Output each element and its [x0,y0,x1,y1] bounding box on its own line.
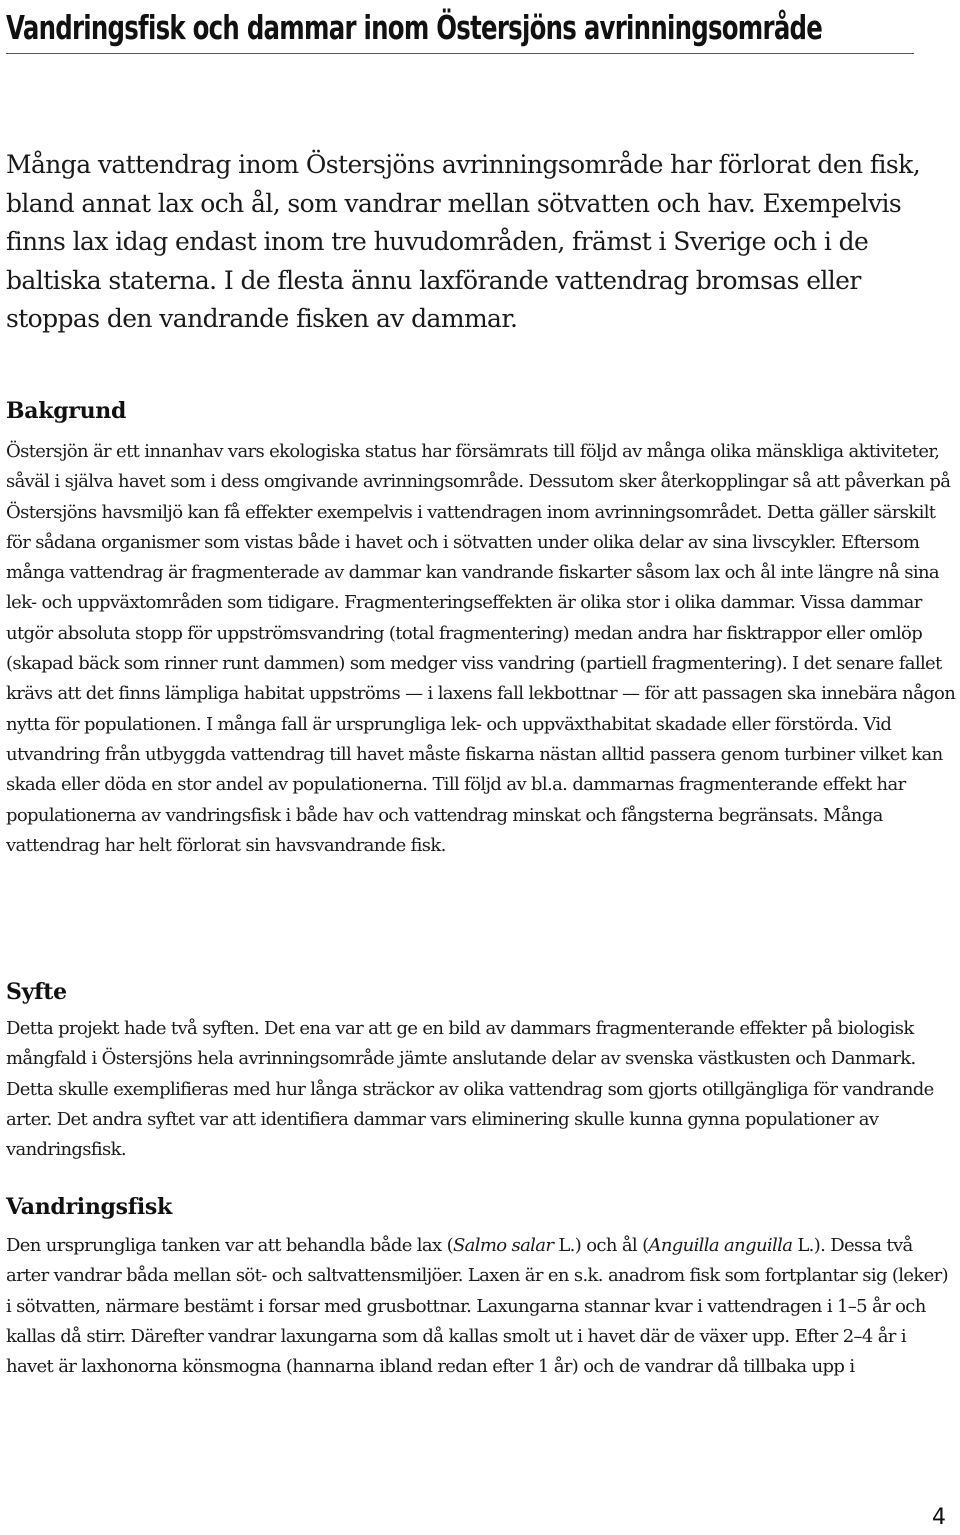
species-name-anguilla-anguilla: Anguilla anguilla [648,1235,793,1256]
section-text-vandringsfisk [6,1231,958,1382]
section-text-syfte: Detta projekt hade två syften. Det ena var att ge en bild av dammars fragmenterande effekter på biologisk mångfald i Östersjöns hela avrinningsområde jämte anslutande delar av svenska västkusten och Danmark. Detta skulle exemplifieras med hur långa sträckor av olika vattendrag som gjorts otillgängliga för vandrande arter. Det andra syftet var att identifiera dammar vars eliminering skulle kunna gynna populationer av vandringsfisk. [6,1018,934,1161]
page-number: 4 [932,1505,946,1530]
text-segment: L.) och ål ( [553,1235,649,1256]
section-text-bakgrund: Östersjön är ett innanhav vars ekologiska status har försämrats till följd av många olika mänskliga aktiviteter, såväl i själva havet som i dess omgivande avrinningsområde. Dessutom sker återkopplingar så att påverkan på Östersjöns havsmiljö kan få effekter exempelvis i vattendragen inom avrinningsområdet. Detta gäller särskilt för sådana organismer som vistas både i havet och i sötvatten under olika delar av sina livscykler. Eftersom många vattendrag är fragmenterade av dammar kan vandrande fiskarter såsom lax och ål inte längre nå sina lek- och uppväxtområden som tidigare. Fragmenteringseffekten är olika stor i olika dammar. Vissa dammar utgör absoluta stopp för uppströmsvandring (total fragmentering) medan andra har fisktrappor eller omlöp (skapad bäck som rinner runt dammen) som medger viss vandring (partiell fragmentering). I det senare fallet krävs att det finns lämpliga habitat uppströms — i laxens fall lekbottnar — för att passagen ska innebära någon nytta för populationen. I många fall är ursprungliga lek- och uppväxthabitat skadade eller förstörda. Vid utvandring från utbyggda vattendrag till havet måste fiskarna nästan alltid passera genom turbiner vilket kan skada eller döda en stor andel av populationerna. Till följd av bl.a. dammarnas fragmenterande effekt har populationerna av vandringsfisk i både hav och vattendrag minskat och fångsterna begränsats. Många vattendrag har helt förlorat sin havsvandrande fisk. [6,441,956,856]
species-name-salmo-salar: Salmo salar [452,1235,554,1256]
page-title: Vandringsfisk och dammar inom Östersjöns avrinningsområde [6,8,823,47]
text-segment: L.). Dessa två arter vandrar båda mellan söt- och saltvattensmiljöer. Laxen är en s.k. anadrom fisk som fortplantar sig (leker) i sötvatten, närmare bestämt i forsar med grusbottnar. Laxungarna stannar kvar i vattendragen i 1–5 år och kallas då stirr. Därefter vandrar laxungarna som då kallas smolt ut i havet där de växer upp. Efter 2–4 år i havet är laxhonorna könsmogna (hannarna ibland redan efter 1 år) och de vandrar då tillbaka upp i [6,1235,948,1378]
intro-paragraph: Många vattendrag inom Östersjöns avrinningsområde har förlorat den fisk, bland annat lax och ål, som vandrar mellan sötvatten och hav. Exempelvis finns lax idag endast inom tre huvudområden, främst i Sverige och i de baltiska staterna. I de flesta ännu laxförande vattendrag bromsas eller stoppas den vandrande fisken av dammar. [6,150,921,334]
title-divider [6,53,914,54]
section-heading-syfte: Syfte [6,979,67,1005]
section-heading-vandringsfisk: Vandringsfisk [6,1194,172,1220]
section-heading-bakgrund: Bakgrund [6,398,127,424]
text-segment: Den ursprungliga tanken var att behandla både lax ( [6,1235,453,1256]
